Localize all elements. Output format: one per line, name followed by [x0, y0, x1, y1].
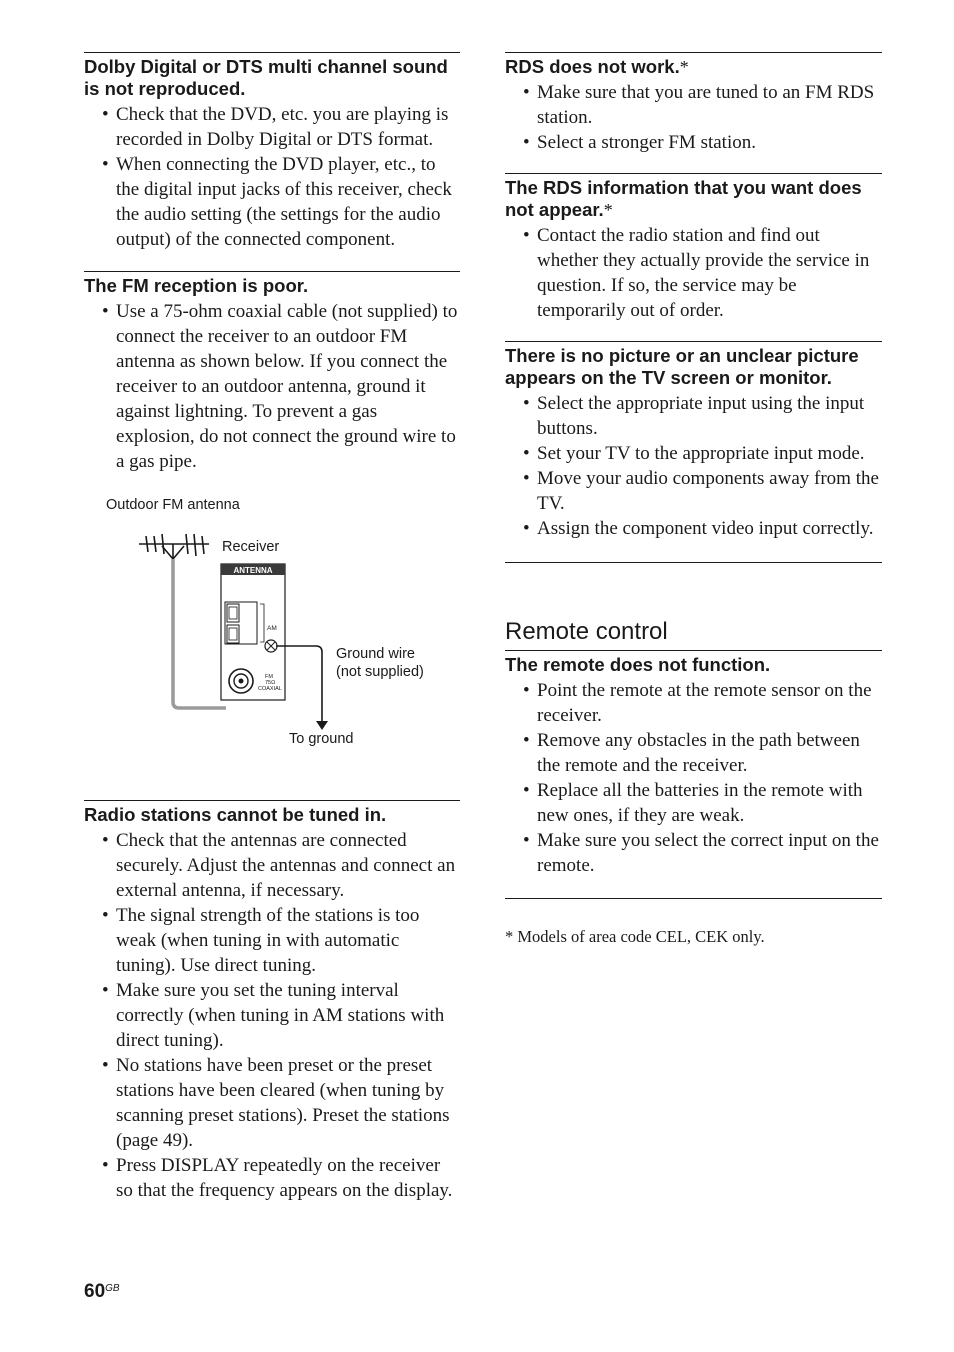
section-remote: [505, 650, 882, 878]
section-title: Dolby Digital or DTS multi channel sound is not reproduced.: [84, 56, 448, 99]
section-title-text: RDS does not work.: [505, 56, 680, 77]
to-ground-label: To ground: [289, 731, 354, 747]
outdoor-antenna-icon: [139, 534, 209, 559]
bullet-list: [84, 102, 460, 252]
section-title: There is no picture or an unclear picture appears on the TV screen or monitor.: [505, 345, 859, 388]
list-item: • Check that the antennas are connected securely. Adjust the antennas and connect an external antenna, if necessary.: [116, 828, 460, 903]
bullet-list: [505, 391, 882, 541]
list-item: • Assign the component video input correctly.: [537, 516, 882, 541]
list-item: • Remove any obstacles in the path between the remote and the receiver.: [537, 728, 882, 778]
list-item: • Replace all the batteries in the remote with new ones, if they are weak.: [537, 778, 882, 828]
list-item: • Select a stronger FM station.: [537, 130, 882, 155]
section-title: [505, 56, 882, 78]
asterisk-marker: *: [679, 57, 689, 77]
receiver-label: Receiver: [222, 539, 280, 555]
coaxial-cable: [173, 559, 226, 708]
chapter-heading: Remote control: [505, 618, 668, 645]
ground-wire-sublabel: (not supplied): [336, 664, 424, 680]
bullet-list: [505, 80, 882, 155]
section-title: Radio stations cannot be tuned in.: [84, 804, 387, 825]
section-fm-reception: [84, 271, 460, 474]
receiver-panel: [221, 564, 285, 700]
list-item: • Contact the radio station and find out whether they actually provide the service in question. If so, the service may be temporarily out of order.: [537, 223, 882, 323]
list-item: • Point the remote at the remote sensor on the receiver.: [537, 678, 882, 728]
page-region-suffix: GB: [105, 1283, 120, 1294]
section-picture: [505, 341, 882, 541]
section-radio-stations: [84, 800, 460, 1203]
section-dolby: [84, 52, 460, 252]
section-title: The remote does not function.: [505, 654, 771, 675]
section-rds: [505, 52, 882, 155]
antenna-diagram-svg: [84, 474, 460, 800]
fm-terminal-label: FM: [265, 674, 273, 680]
list-item: • Make sure that you are tuned to an FM RDS station.: [537, 80, 882, 130]
section-title: [505, 177, 882, 221]
list-item: • Make sure you set the tuning interval correctly (when tuning in AM stations with direct tuning).: [116, 978, 460, 1053]
list-item: • Make sure you select the correct input on the remote.: [537, 828, 882, 878]
list-item: • Check that the DVD, etc. you are playing is recorded in Dolby Digital or DTS format.: [116, 102, 460, 152]
coaxial-label: COAXIAL: [258, 686, 282, 692]
section-rds-information: [505, 173, 882, 323]
section-title: The FM reception is poor.: [84, 275, 309, 296]
antenna-header-label: ANTENNA: [233, 566, 273, 575]
right-column: [505, 52, 882, 947]
list-item: • Press DISPLAY repeatedly on the receiver so that the frequency appears on the display.: [116, 1153, 460, 1203]
ground-wire-label: Ground wire: [336, 646, 415, 662]
list-item: • Use a 75-ohm coaxial cable (not supplied) to connect the receiver to an outdoor FM antenna as shown below. If you connect the receiver to an outdoor antenna, ground it against lightning. To prevent a gas explosion, do not connect the ground wire to a gas pipe.: [116, 299, 460, 474]
list-item: • Move your audio components away from the TV.: [537, 466, 882, 516]
outdoor-antenna-label: Outdoor FM antenna: [106, 497, 240, 513]
list-item: • Select the appropriate input using the input buttons.: [537, 391, 882, 441]
list-item: • Set your TV to the appropriate input mode.: [537, 441, 882, 466]
list-item: • The signal strength of the stations is too weak (when tuning in with automatic tuning). Use direct tuning.: [116, 903, 460, 978]
list-item: • When connecting the DVD player, etc., to the digital input jacks of this receiver, check the audio setting (the settings for the audio output) of the connected component.: [116, 152, 460, 252]
antenna-diagram: [84, 474, 460, 800]
list-item: • No stations have been preset or the preset stations have been cleared (when tuning by scanning preset stations). Preset the stations (page 49).: [116, 1053, 460, 1153]
asterisk-marker: *: [603, 200, 613, 220]
bullet-list: [505, 678, 882, 878]
bullet-list: [84, 828, 460, 1203]
section-title-text: The RDS information that you want does not appear.: [505, 177, 862, 220]
footnote: * Models of area code CEL, CEK only.: [505, 927, 765, 946]
page-number-value: 60: [84, 1281, 106, 1302]
page-number: [84, 1281, 120, 1303]
bullet-list: [505, 223, 882, 323]
am-terminal-label: AM: [267, 625, 277, 632]
arrow-down-icon: [316, 721, 328, 730]
bullet-list: [84, 299, 460, 474]
left-column: [84, 52, 460, 1203]
fm-impedance-label: 75Ω: [265, 680, 276, 686]
